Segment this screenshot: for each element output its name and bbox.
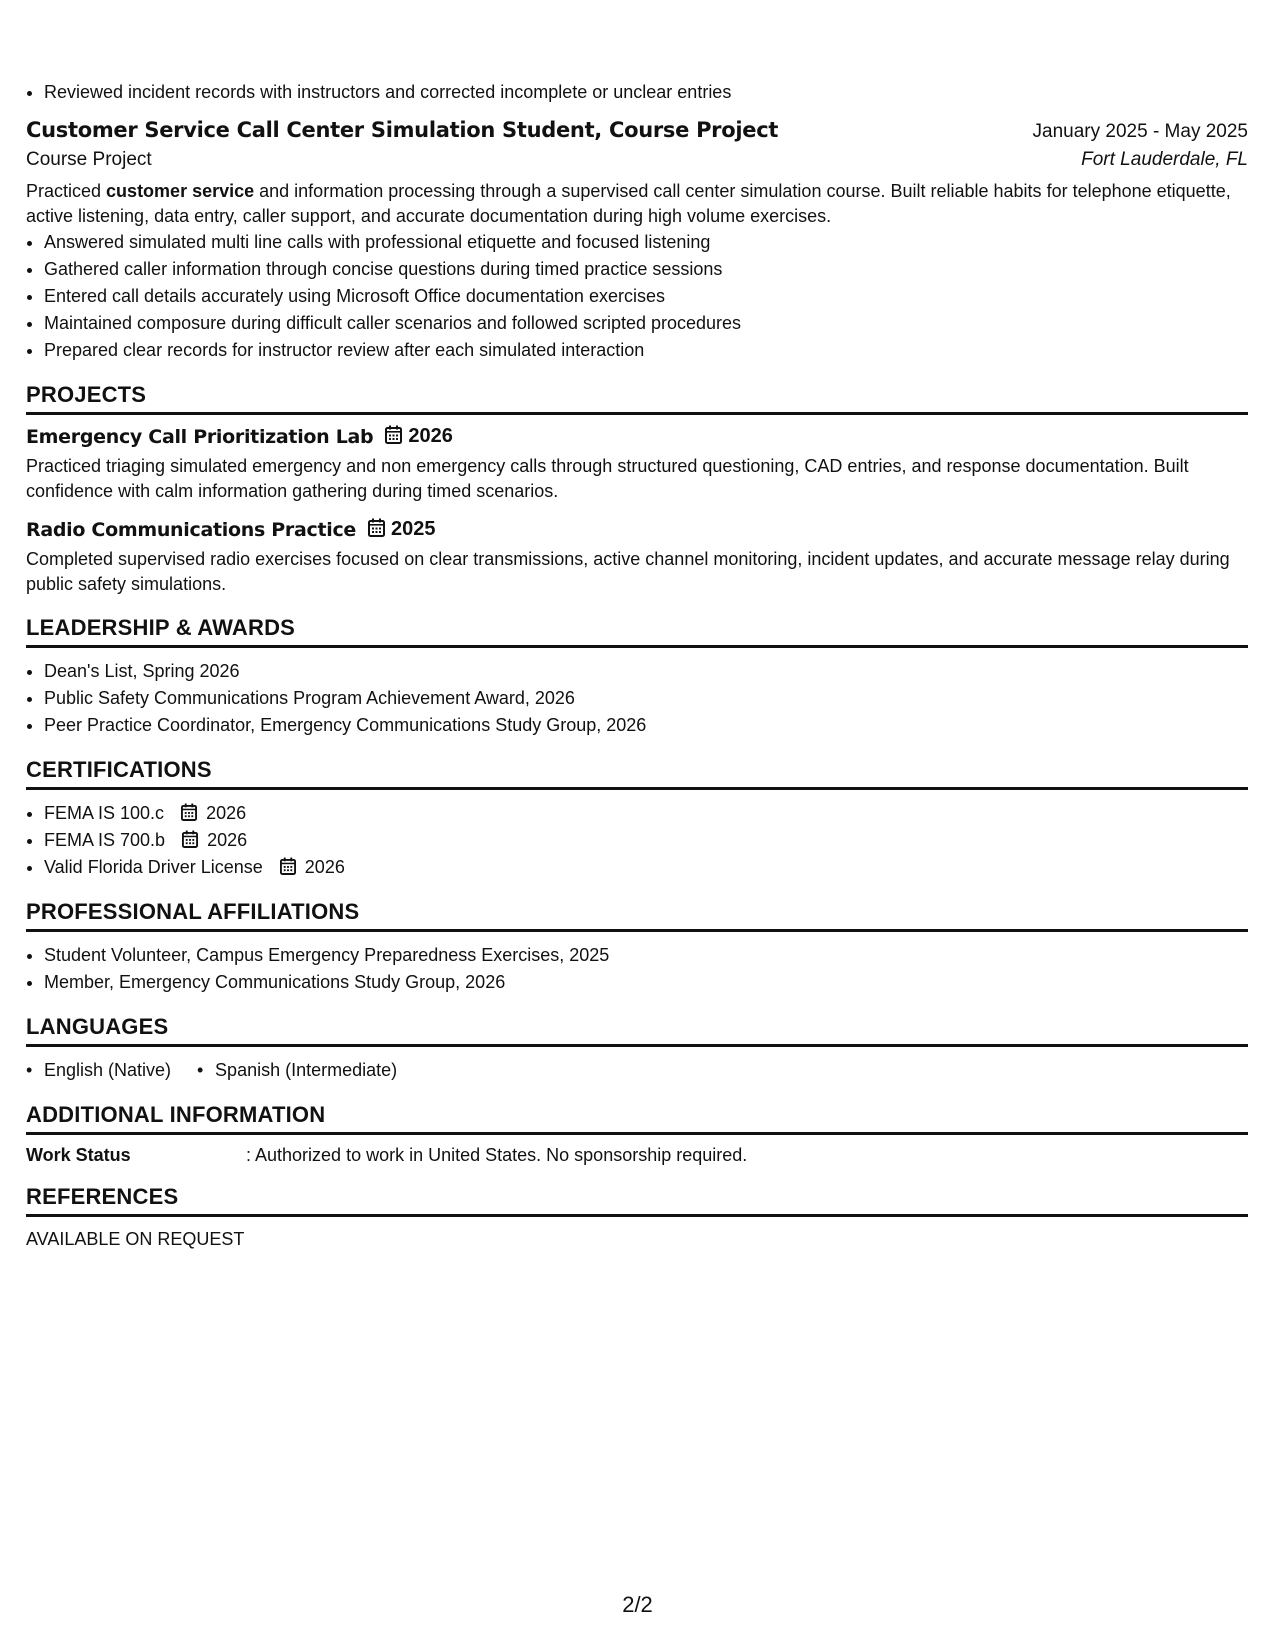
calendar-icon xyxy=(385,425,402,448)
list-item: • Reviewed incident records with instructors and corrected incomplete or unclear entries xyxy=(44,79,1248,106)
job-summary xyxy=(26,179,1248,229)
project-title: Radio Communications Practice xyxy=(26,518,356,541)
job-title: Customer Service Call Center Simulation Student, Course Project xyxy=(26,118,779,142)
resume-page xyxy=(26,0,1248,1250)
list-item: • Entered call details accurately using Microsoft Office documentation exercises xyxy=(44,283,1248,310)
list-item: • Answered simulated multi line calls with professional etiquette and focused listening xyxy=(44,229,1248,256)
calendar-icon xyxy=(368,518,385,541)
section-heading-certifications: CERTIFICATIONS xyxy=(26,757,1248,790)
list-item: • Student Volunteer, Campus Emergency Preparedness Exercises, 2025 xyxy=(44,942,1248,969)
page-number: 2/2 xyxy=(622,1592,653,1617)
summary-bold-text: customer service xyxy=(106,181,255,201)
section-heading-affiliations: PROFESSIONAL AFFILIATIONS xyxy=(26,899,1248,932)
project-description: Completed supervised radio exercises focused on clear transmissions, active channel monitoring, incident updates, and accurate message relay during public safety simulations. xyxy=(26,549,1230,594)
summary-text: and information processing through a supervised call center simulation course. Built reliable habits for telephone etiquette, active listening, data entry, caller support, and accurate documentation during high volume exercises. xyxy=(26,181,1231,226)
section-heading-additional-info: ADDITIONAL INFORMATION xyxy=(26,1102,1248,1135)
job-header xyxy=(26,118,1248,143)
project-header xyxy=(26,518,1248,541)
list-item: • Maintained composure during difficult caller scenarios and followed scripted procedures xyxy=(44,310,1248,337)
previous-section-bullets xyxy=(26,79,1248,106)
section-heading-references: REFERENCES xyxy=(26,1184,1248,1217)
work-status-label: Work Status xyxy=(26,1145,131,1165)
list-item: • Member, Emergency Communications Study Group, 2026 xyxy=(44,969,1248,996)
list-item: • Prepared clear records for instructor review after each simulated interaction xyxy=(44,337,1248,364)
list-item: • Spanish (Intermediate) xyxy=(197,1057,397,1084)
languages-list xyxy=(26,1057,1248,1084)
job-subtitle: Course Project xyxy=(26,149,152,170)
certifications-list xyxy=(26,800,1248,881)
calendar-icon xyxy=(280,857,296,875)
section-heading-projects: PROJECTS xyxy=(26,382,1248,415)
list-item: • Gathered caller information through concise questions during timed practice sessions xyxy=(44,256,1248,283)
list-item xyxy=(44,854,1248,881)
calendar-icon xyxy=(181,803,197,821)
certification-year: 2026 xyxy=(304,857,345,877)
job-subheader xyxy=(26,149,1248,171)
work-status-row xyxy=(26,1145,1248,1166)
list-item xyxy=(44,827,1248,854)
certification-year: 2026 xyxy=(206,803,247,823)
calendar-icon xyxy=(182,830,198,848)
certification-year: 2026 xyxy=(207,830,248,850)
section-heading-languages: LANGUAGES xyxy=(26,1014,1248,1047)
list-item: • Peer Practice Coordinator, Emergency Communications Study Group, 2026 xyxy=(44,712,1248,739)
project-year: 2025 xyxy=(391,518,436,540)
list-item: • Dean's List, Spring 2026 xyxy=(44,658,1248,685)
project-year: 2026 xyxy=(408,425,453,447)
list-item: • Public Safety Communications Program Achievement Award, 2026 xyxy=(44,685,1248,712)
project-header xyxy=(26,425,1248,448)
section-heading-leadership: LEADERSHIP & AWARDS xyxy=(26,615,1248,648)
job-bullets xyxy=(26,229,1248,364)
leadership-list xyxy=(26,658,1248,739)
job-location: Fort Lauderdale, FL xyxy=(1081,149,1248,170)
list-item: • English (Native) xyxy=(26,1057,171,1084)
project-description: Practiced triaging simulated emergency and non emergency calls through structured questioning, CAD entries, and response documentation. Built confidence with calm information gathering during timed scenarios. xyxy=(26,456,1189,501)
affiliations-list xyxy=(26,942,1248,996)
certification-name: Valid Florida Driver License xyxy=(44,857,263,877)
project-title: Emergency Call Prioritization Lab xyxy=(26,425,374,448)
references-text: AVAILABLE ON REQUEST xyxy=(26,1229,245,1249)
certification-name: FEMA IS 700.b xyxy=(44,830,166,850)
summary-text: Practiced xyxy=(26,181,107,201)
job-dates: January 2025 - May 2025 xyxy=(1032,121,1248,142)
certification-name: FEMA IS 100.c xyxy=(44,803,165,823)
list-item xyxy=(44,800,1248,827)
work-status-value: : Authorized to work in United States. No sponsorship required. xyxy=(246,1145,748,1165)
